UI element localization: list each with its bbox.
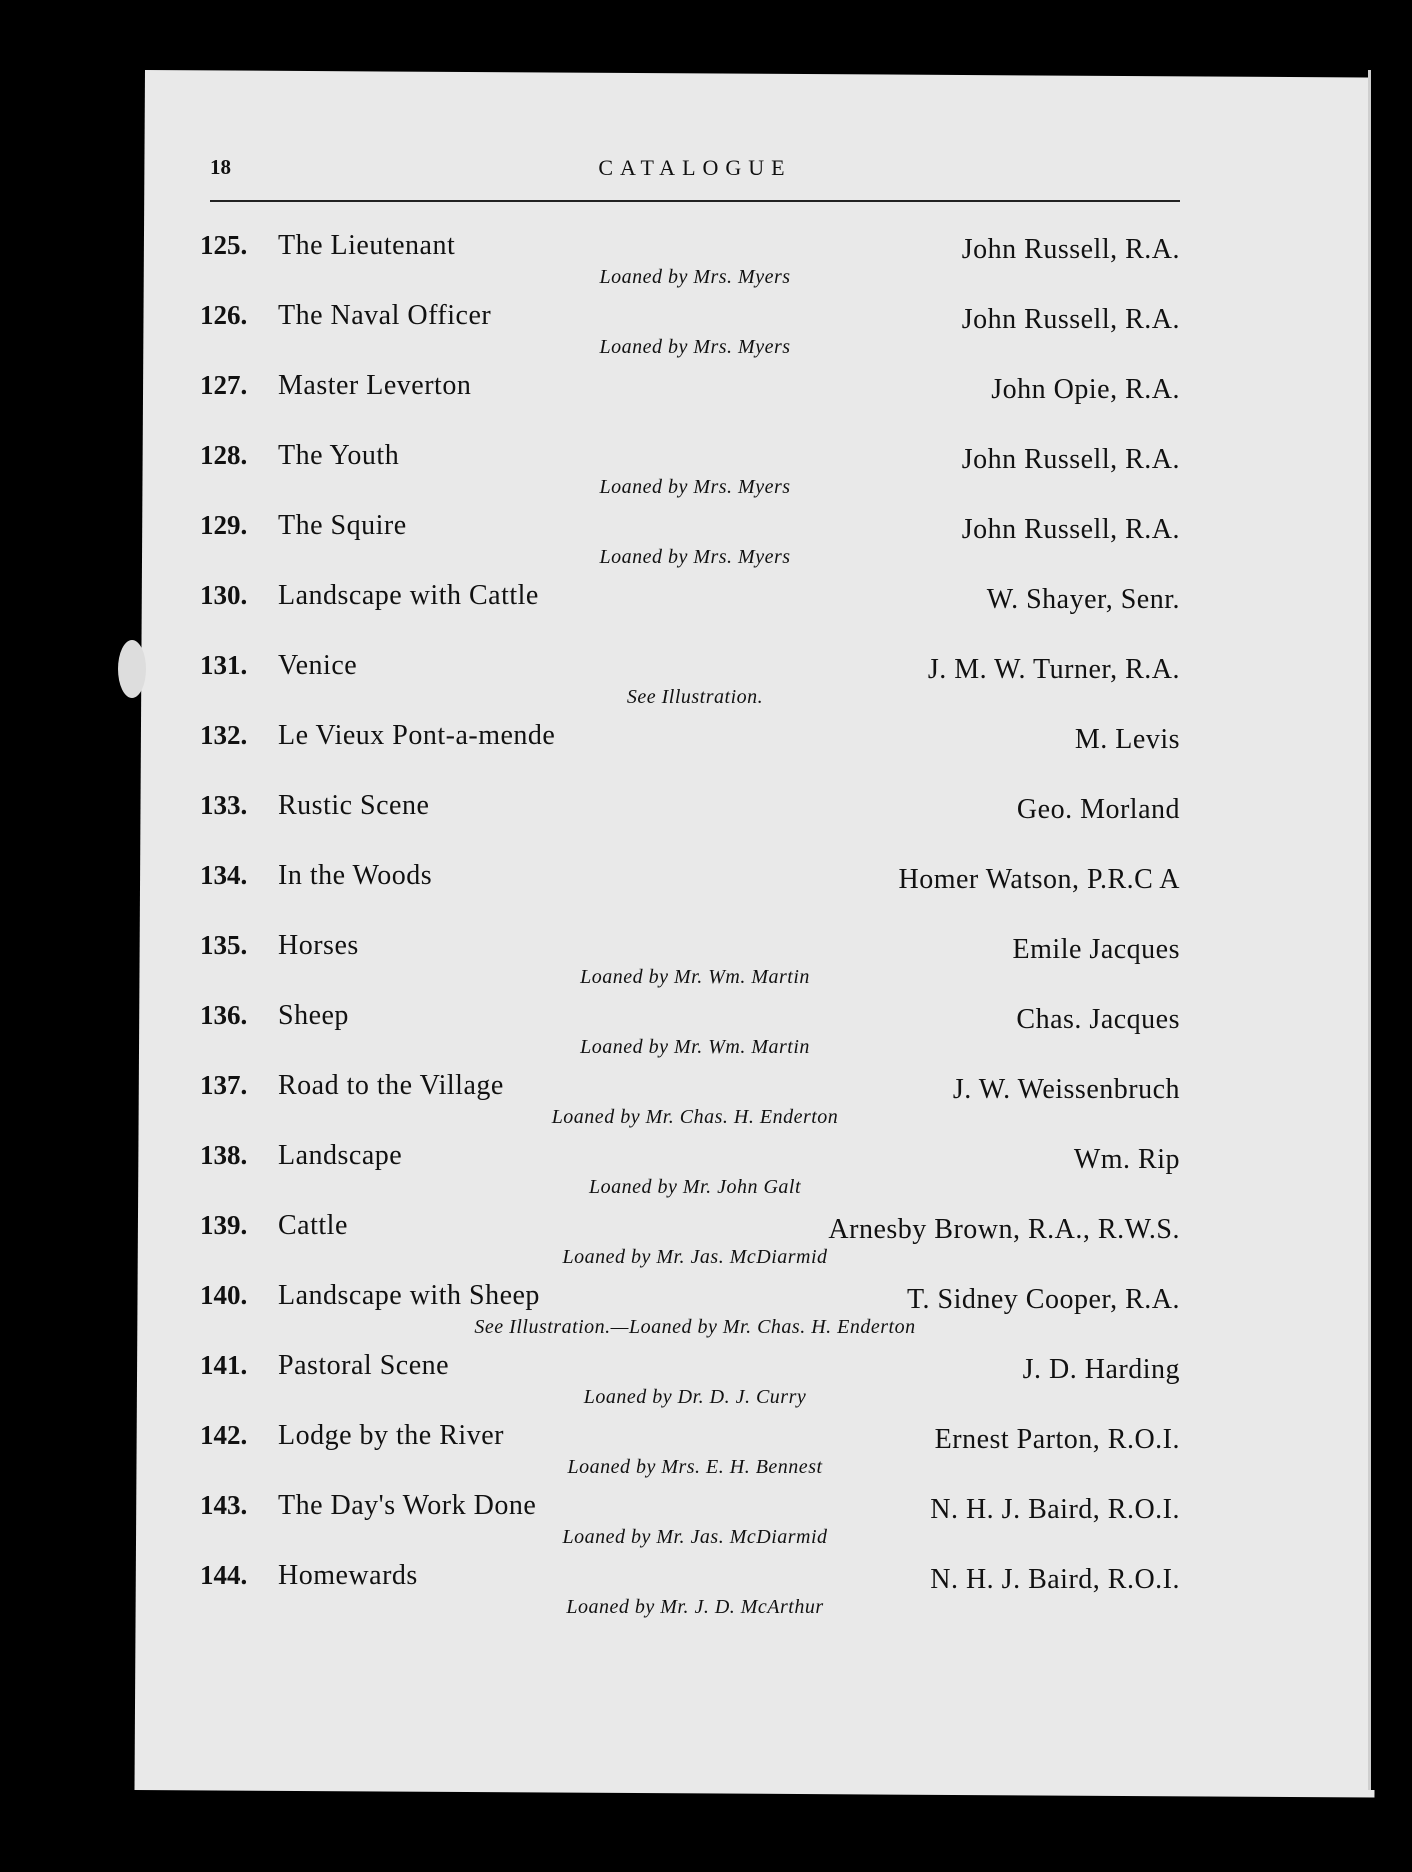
entry-artist: Ernest Parton, R.O.I.	[934, 1424, 1180, 1455]
entry-number: 134.	[200, 860, 248, 890]
entry-artist: Wm. Rip	[1073, 1144, 1180, 1175]
entry-loan-note: Loaned by Mrs. Myers	[599, 476, 791, 498]
page-number: 18	[210, 155, 231, 179]
catalogue-entry	[200, 440, 1190, 510]
catalogue-entry	[200, 1000, 1190, 1070]
catalogue-entry	[200, 370, 1190, 440]
catalogue-entry	[200, 650, 1190, 720]
catalogue-entry	[200, 720, 1190, 790]
entry-number: 143.	[200, 1490, 248, 1520]
catalogue-entry	[200, 1280, 1190, 1350]
entry-loan-note: Loaned by Mrs. Myers	[599, 336, 791, 358]
entry-title: Le Vieux Pont-a-mende	[278, 720, 556, 751]
entry-artist: M. Levis	[1074, 724, 1180, 755]
entry-title: Road to the Village	[278, 1070, 504, 1101]
entry-number: 131.	[200, 650, 248, 680]
entry-artist: John Russell, R.A.	[961, 304, 1180, 335]
entry-artist: Emile Jacques	[1012, 934, 1180, 965]
entry-loan-note: Loaned by Mrs. Myers	[599, 546, 791, 568]
header-rule	[210, 200, 1180, 202]
entry-title: The Squire	[278, 510, 407, 541]
entry-number: 142.	[200, 1420, 248, 1450]
entry-artist: J. W. Weissenbruch	[952, 1074, 1180, 1105]
entry-title: The Youth	[278, 440, 400, 471]
catalogue-entry	[200, 580, 1190, 650]
running-head: CATALOGUE	[598, 155, 792, 180]
entry-artist: John Russell, R.A.	[961, 234, 1180, 265]
entry-title: Lodge by the River	[278, 1420, 504, 1451]
entry-artist: J. D. Harding	[1022, 1354, 1180, 1385]
entry-loan-note: Loaned by Mr. Jas. McDiarmid	[562, 1246, 828, 1268]
entry-loan-note: See Illustration.—Loaned by Mr. Chas. H. Enderton	[474, 1316, 916, 1338]
entry-loan-note: See Illustration.	[626, 686, 764, 708]
entry-number: 136.	[200, 1000, 248, 1030]
catalogue-entry	[200, 1210, 1190, 1280]
entry-number: 141.	[200, 1350, 248, 1380]
entry-number: 138.	[200, 1140, 248, 1170]
catalogue-entry	[200, 930, 1190, 1000]
entry-artist: W. Shayer, Senr.	[986, 584, 1180, 615]
entry-title: Master Leverton	[278, 370, 472, 401]
entry-artist: Homer Watson, P.R.C A	[898, 864, 1180, 895]
catalogue-entry	[200, 790, 1190, 860]
entry-artist: Chas. Jacques	[1016, 1004, 1180, 1035]
entry-title: Landscape with Sheep	[278, 1280, 540, 1311]
entry-title: Rustic Scene	[278, 790, 430, 821]
entry-artist: J. M. W. Turner, R.A.	[927, 654, 1180, 685]
entry-loan-note: Loaned by Mr. Chas. H. Enderton	[551, 1106, 839, 1128]
catalogue-entry	[200, 1490, 1190, 1560]
entry-number: 135.	[200, 930, 248, 960]
entry-loan-note: Loaned by Mr. Jas. McDiarmid	[562, 1526, 828, 1548]
entry-loan-note: Loaned by Dr. D. J. Curry	[583, 1386, 807, 1408]
catalogue-entry	[200, 300, 1190, 370]
entry-title: Sheep	[278, 1000, 349, 1031]
entry-number: 130.	[200, 580, 248, 610]
entry-artist: Geo. Morland	[1016, 794, 1180, 825]
entry-loan-note: Loaned by Mrs. Myers	[599, 266, 791, 288]
entry-number: 125.	[200, 230, 248, 260]
entry-title: Landscape	[278, 1140, 403, 1171]
entry-number: 127.	[200, 370, 248, 400]
entry-number: 140.	[200, 1280, 248, 1310]
entry-title: Venice	[278, 650, 358, 681]
entry-title: The Lieutenant	[278, 230, 456, 261]
catalogue-entries	[200, 230, 1190, 1630]
entry-title: Landscape with Cattle	[278, 580, 539, 611]
entry-title: Horses	[278, 930, 359, 961]
entry-loan-note: Loaned by Mr. Wm. Martin	[580, 1036, 810, 1058]
catalogue-entry	[200, 1350, 1190, 1420]
entry-number: 133.	[200, 790, 248, 820]
entry-loan-note: Loaned by Mrs. E. H. Bennest	[567, 1456, 823, 1478]
page-header	[210, 155, 1180, 195]
entry-artist: N. H. J. Baird, R.O.I.	[930, 1564, 1180, 1595]
entry-artist: John Russell, R.A.	[961, 514, 1180, 545]
entry-title: The Day's Work Done	[278, 1490, 537, 1521]
entry-title: The Naval Officer	[278, 300, 492, 331]
catalogue-entry	[200, 1560, 1190, 1630]
entry-artist: John Russell, R.A.	[961, 444, 1180, 475]
catalogue-entry	[200, 1420, 1190, 1490]
catalogue-entry	[200, 1140, 1190, 1210]
entry-loan-note: Loaned by Mr. J. D. McArthur	[566, 1596, 824, 1618]
entry-title: Cattle	[278, 1210, 348, 1241]
entry-artist: Arnesby Brown, R.A., R.W.S.	[828, 1214, 1180, 1245]
entry-title: Pastoral Scene	[278, 1350, 450, 1381]
catalogue-entry	[200, 860, 1190, 930]
entry-title: In the Woods	[278, 860, 433, 891]
entry-number: 128.	[200, 440, 248, 470]
entry-artist: N. H. J. Baird, R.O.I.	[930, 1494, 1180, 1525]
entry-artist: T. Sidney Cooper, R.A.	[906, 1284, 1180, 1315]
entry-number: 144.	[200, 1560, 248, 1590]
entry-number: 137.	[200, 1070, 248, 1100]
facing-page-edge	[1368, 70, 1401, 1790]
catalogue-entry	[200, 510, 1190, 580]
entry-number: 126.	[200, 300, 248, 330]
entry-number: 139.	[200, 1210, 248, 1240]
catalogue-entry	[200, 230, 1190, 300]
entry-title: Homewards	[278, 1560, 418, 1591]
entry-loan-note: Loaned by Mr. John Galt	[588, 1176, 802, 1198]
entry-number: 129.	[200, 510, 248, 540]
catalogue-entry	[200, 1070, 1190, 1140]
entry-artist: John Opie, R.A.	[991, 374, 1180, 405]
entry-number: 132.	[200, 720, 248, 750]
margin-smudge	[118, 640, 146, 698]
entry-loan-note: Loaned by Mr. Wm. Martin	[580, 966, 810, 988]
